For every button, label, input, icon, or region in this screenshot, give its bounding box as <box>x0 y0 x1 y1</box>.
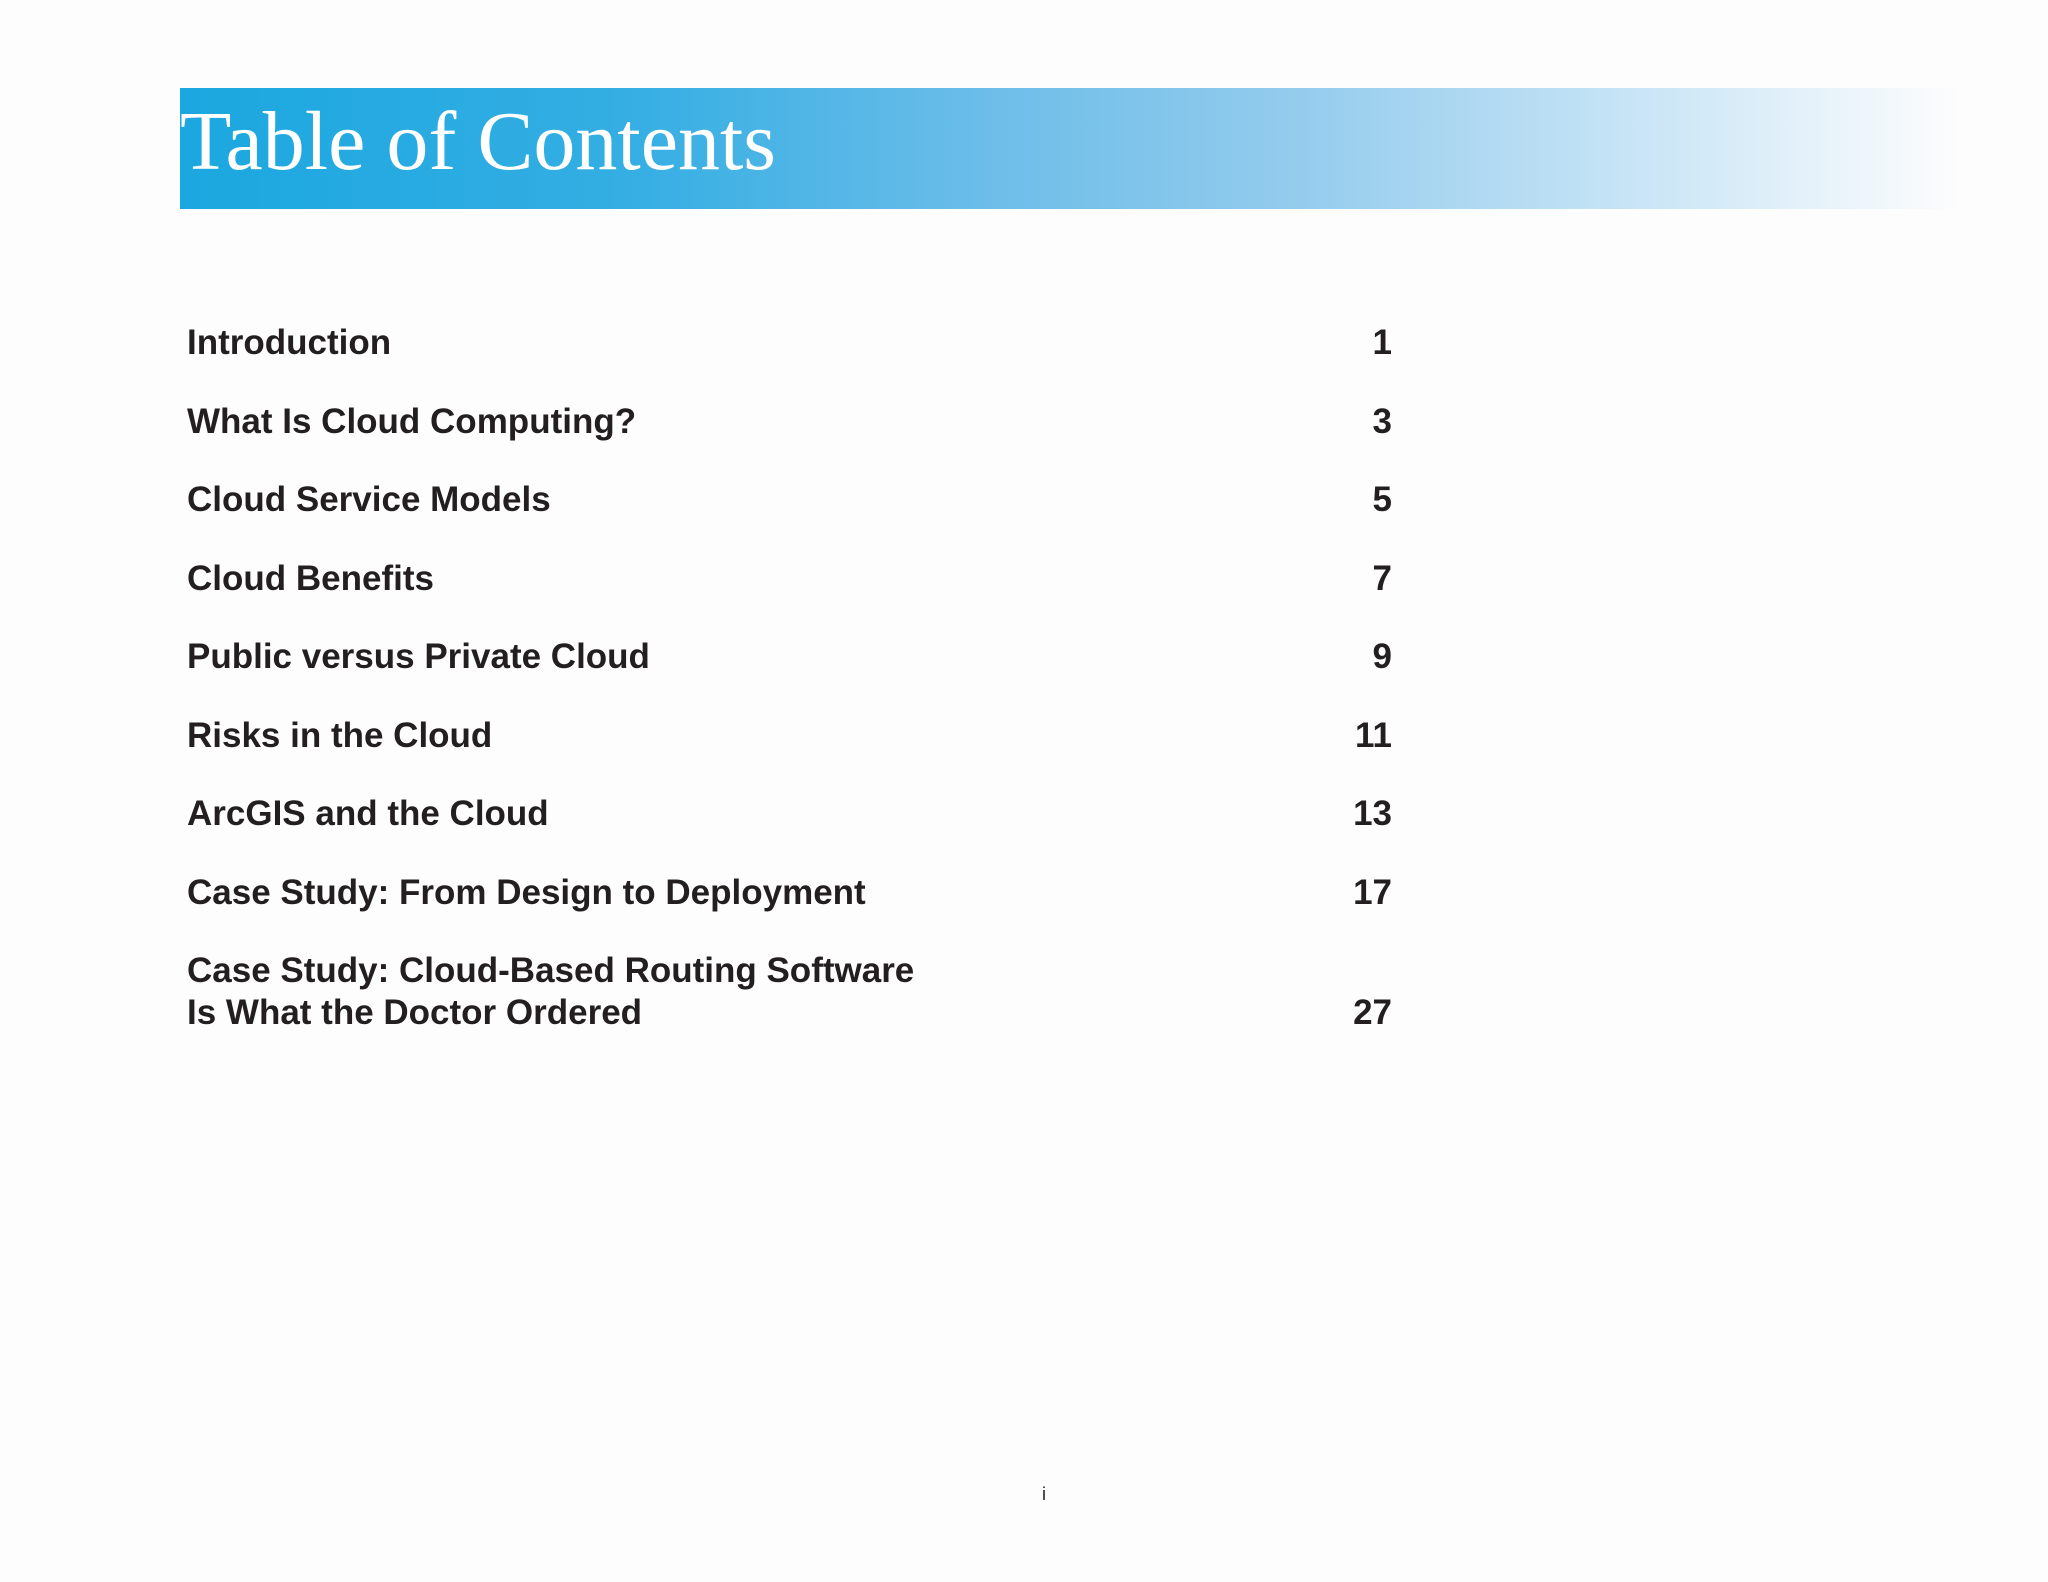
toc-entry[interactable] <box>187 322 1392 364</box>
toc-entry[interactable] <box>187 401 1392 443</box>
toc-entry-title: Cloud Service Models <box>187 480 551 519</box>
toc-entry-page: 1 <box>1372 323 1392 362</box>
toc-entry-page: 13 <box>1353 794 1392 833</box>
toc-entry[interactable] <box>187 479 1392 521</box>
toc-entry-title: Introduction <box>187 323 392 362</box>
toc-entry-page: 7 <box>1372 558 1392 598</box>
toc-entry[interactable] <box>187 793 1392 835</box>
toc-entry-page: 11 <box>1355 715 1392 755</box>
toc-entry[interactable] <box>187 636 1392 678</box>
toc-entry[interactable] <box>187 558 1392 600</box>
toc-entry-page: 3 <box>1372 401 1392 441</box>
toc-entry[interactable] <box>187 872 1392 914</box>
page-number: i <box>1042 1484 1046 1504</box>
toc-entry[interactable] <box>187 715 1392 757</box>
table-of-contents <box>187 322 1392 1071</box>
toc-entry-page: 17 <box>1353 872 1392 912</box>
toc-entry-title: What Is Cloud Computing? <box>187 401 637 441</box>
page-title: Table of Contents <box>180 95 776 188</box>
toc-entry-title: Risks in the Cloud <box>187 715 493 755</box>
toc-entry-title: Public versus Private Cloud <box>187 637 650 676</box>
toc-entry[interactable] <box>187 950 1392 1034</box>
toc-entry-title: ArcGIS and the Cloud <box>187 794 549 833</box>
toc-entry-page: 9 <box>1372 637 1392 676</box>
toc-entry-page: 5 <box>1372 480 1392 519</box>
toc-entry-title: Case Study: Cloud-Based Routing Software Is What the Doctor Ordered <box>187 951 915 1032</box>
toc-entry-title: Cloud Benefits <box>187 558 434 598</box>
toc-entry-page: 27 <box>1353 993 1392 1032</box>
toc-entry-title: Case Study: From Design to Deployment <box>187 872 866 912</box>
